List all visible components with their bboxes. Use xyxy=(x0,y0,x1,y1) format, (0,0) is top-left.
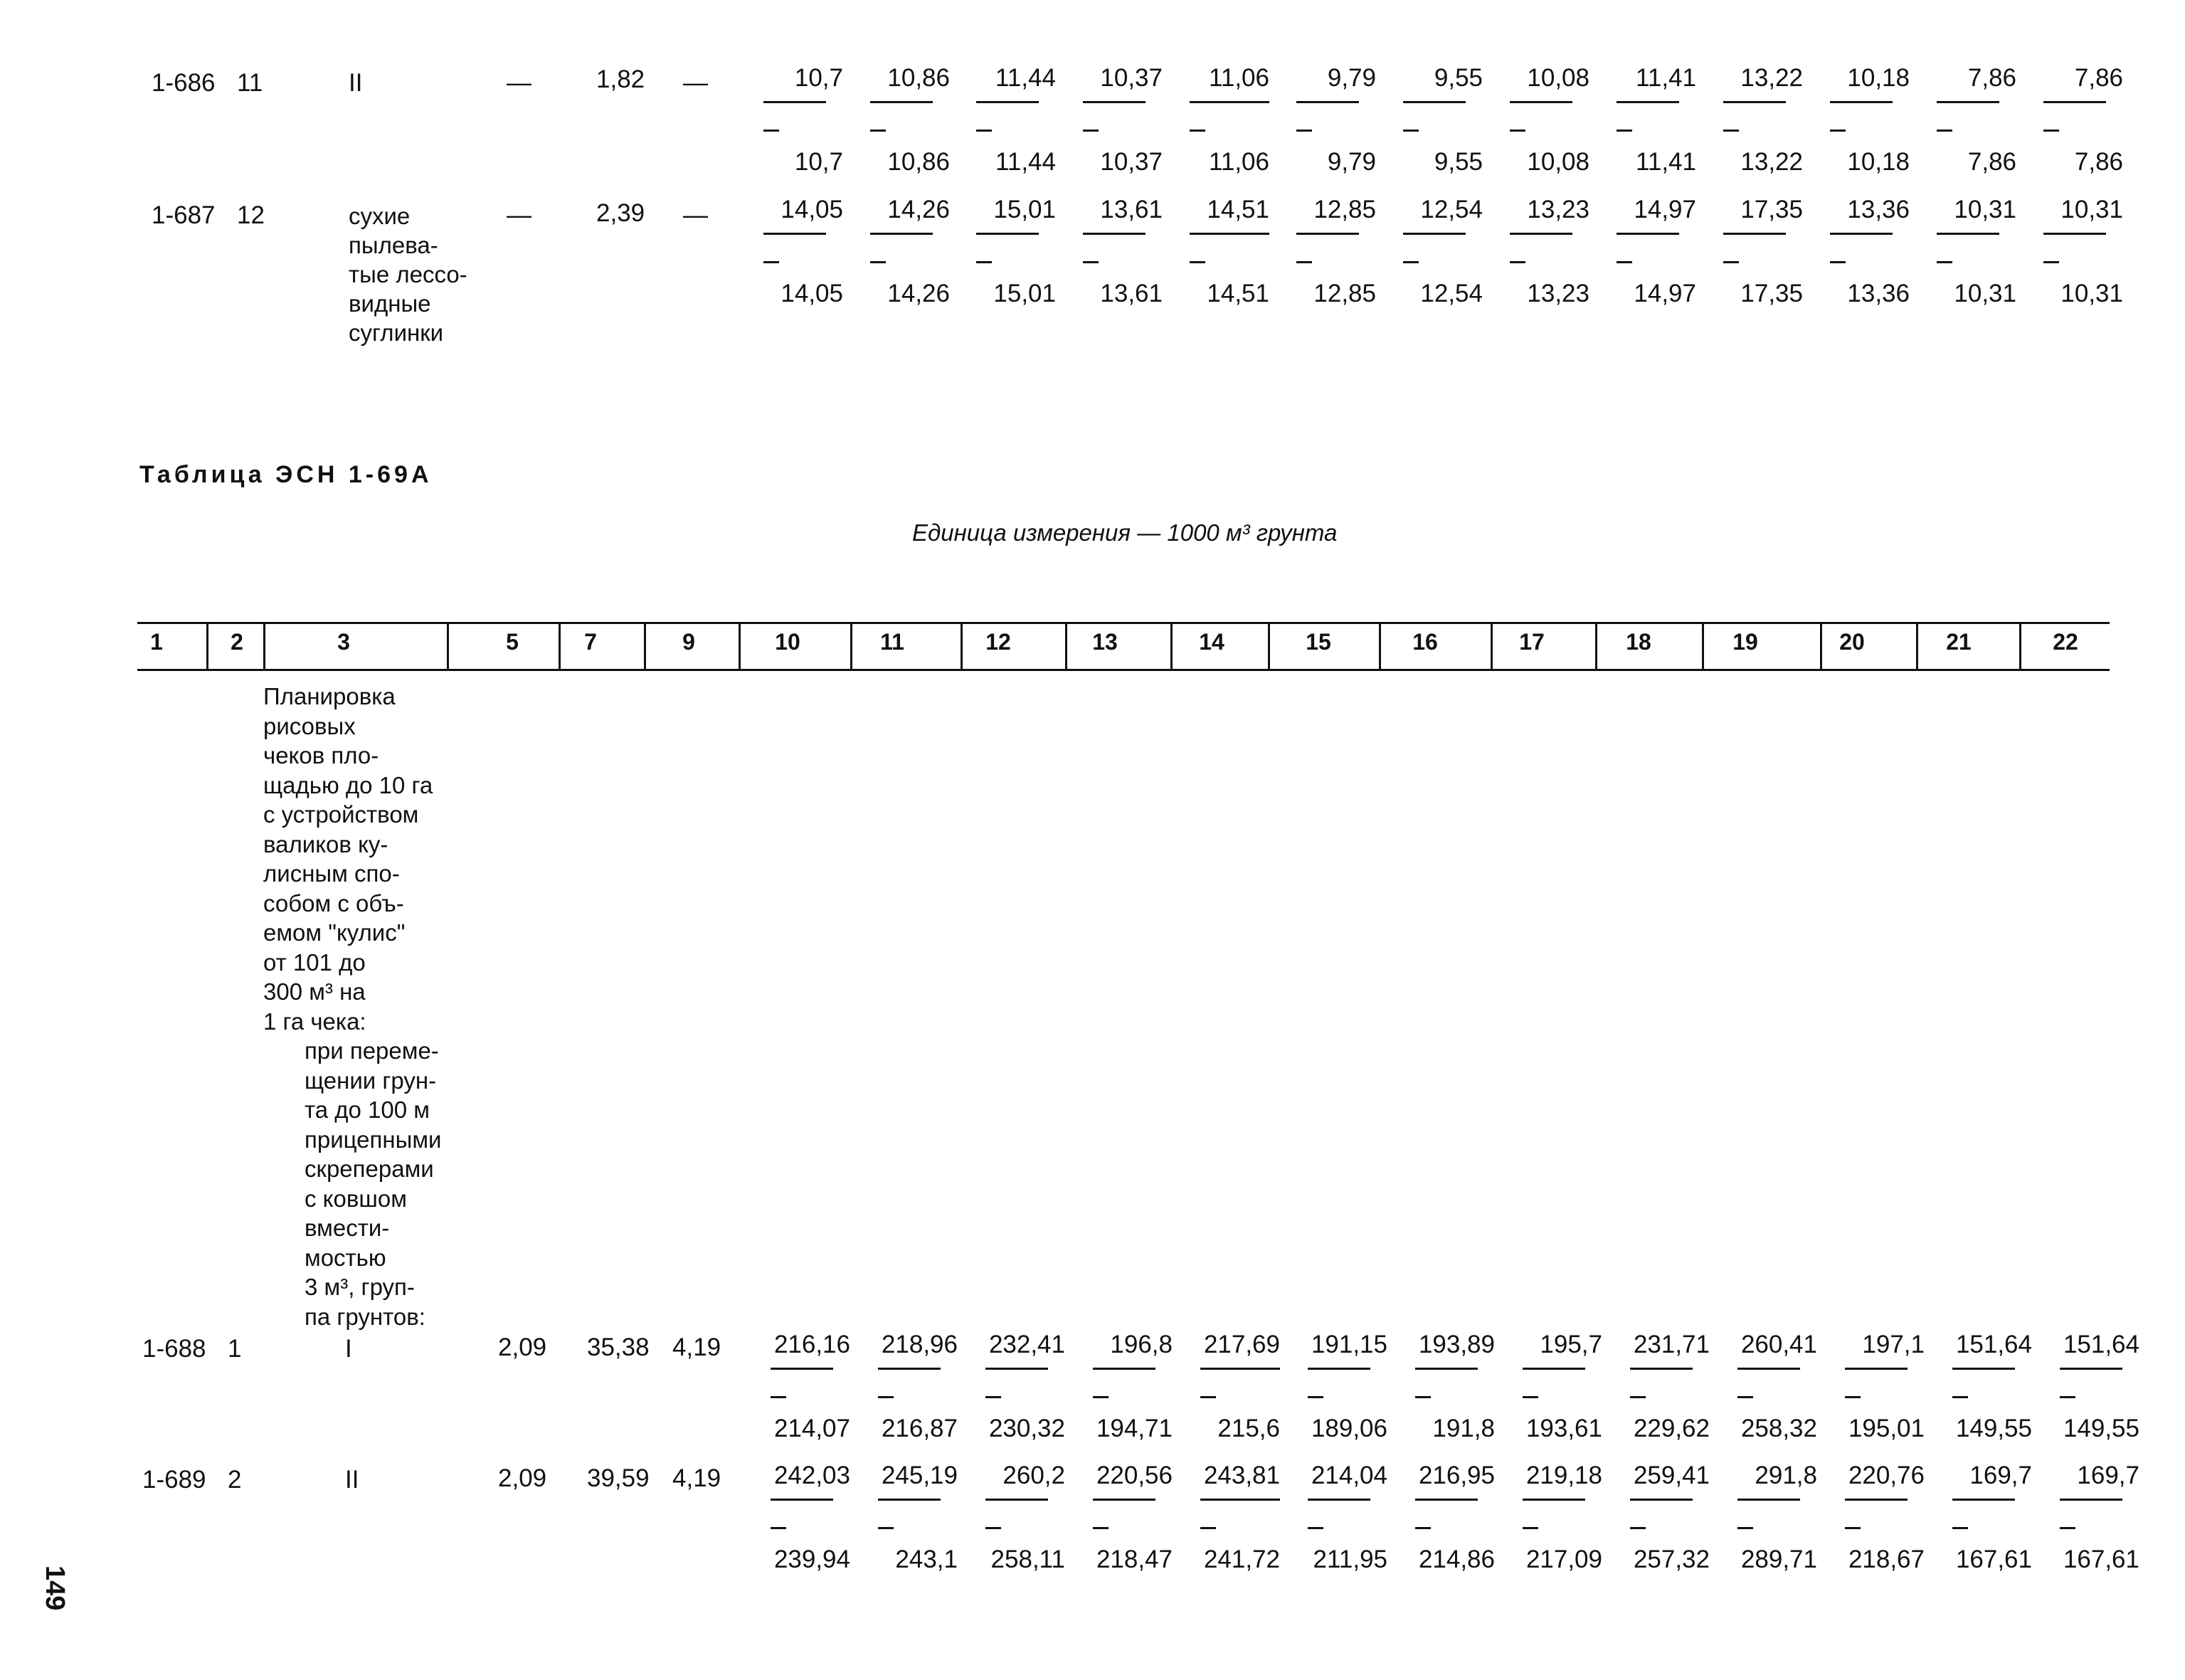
value-upper: 197,1 xyxy=(1862,1331,1925,1358)
value-lower: 14,51 xyxy=(1207,280,1269,307)
header-separator xyxy=(1065,623,1067,669)
description-line: па грунтов: xyxy=(305,1303,425,1330)
cell-c9: 4,19 xyxy=(672,1333,721,1361)
header-separator xyxy=(2019,623,2021,669)
header-cell: 17 xyxy=(1519,629,1545,655)
fraction-line xyxy=(1845,1499,1908,1501)
row-code: 1-686 xyxy=(152,69,216,97)
value-lower: 214,86 xyxy=(1418,1546,1495,1573)
cell-c5: — xyxy=(507,201,531,229)
header-cell: 7 xyxy=(584,629,597,655)
fraction-line xyxy=(1415,1368,1478,1370)
header-separator xyxy=(1379,623,1381,669)
fraction-dash xyxy=(1845,1396,1861,1398)
value-upper: 7,86 xyxy=(2074,64,2123,92)
fraction-dash xyxy=(1737,1527,1753,1529)
fraction-line xyxy=(1523,1499,1585,1501)
row-label: II xyxy=(345,1466,359,1494)
fraction-dash xyxy=(1190,130,1205,132)
header-cell: 22 xyxy=(2053,629,2078,655)
value-upper: 193,89 xyxy=(1418,1331,1495,1358)
value-upper: 151,64 xyxy=(1955,1331,2032,1358)
fraction-line xyxy=(976,233,1039,235)
header-cell: 20 xyxy=(1839,629,1865,655)
value-upper: 220,56 xyxy=(1096,1462,1173,1489)
value-lower: 214,07 xyxy=(773,1415,850,1442)
fraction-dash xyxy=(1190,261,1205,263)
header-cell: 16 xyxy=(1412,629,1438,655)
description-line: 3 м³, груп- xyxy=(305,1274,415,1300)
fraction-dash xyxy=(1510,130,1525,132)
value-upper: 245,19 xyxy=(881,1462,958,1489)
value-lower: 211,95 xyxy=(1313,1546,1387,1573)
value-upper: 169,7 xyxy=(2077,1462,2139,1489)
fraction-line xyxy=(1952,1499,2015,1501)
header-separator xyxy=(1595,623,1597,669)
fraction-line xyxy=(1952,1368,2015,1370)
description-line: Планировка xyxy=(263,683,396,709)
fraction-line xyxy=(1845,1368,1908,1370)
header-cell: 12 xyxy=(985,629,1011,655)
value-upper: 260,41 xyxy=(1740,1331,1817,1358)
header-cell: 9 xyxy=(682,629,695,655)
fraction-dash xyxy=(1723,261,1739,263)
fraction-dash xyxy=(1523,1396,1538,1398)
description-line: щадью до 10 га xyxy=(263,771,433,798)
value-upper: 243,81 xyxy=(1203,1462,1280,1489)
header-separator xyxy=(961,623,963,669)
row-number: 1 xyxy=(228,1335,242,1363)
cell-c9: — xyxy=(683,201,708,229)
value-upper: 260,2 xyxy=(1002,1462,1065,1489)
value-upper: 14,26 xyxy=(887,196,950,223)
value-lower: 7,86 xyxy=(1967,148,2016,176)
value-lower: 189,06 xyxy=(1311,1415,1387,1442)
value-upper: 9,55 xyxy=(1434,64,1483,92)
fraction-line xyxy=(1093,1499,1155,1501)
header-top-line xyxy=(137,622,2110,624)
fraction-dash xyxy=(985,1527,1001,1529)
value-lower: 10,86 xyxy=(887,148,950,176)
value-lower: 13,61 xyxy=(1100,280,1163,307)
fraction-line xyxy=(771,1499,833,1501)
fraction-dash xyxy=(1083,130,1099,132)
fraction-dash xyxy=(771,1396,786,1398)
value-upper: 220,76 xyxy=(1848,1462,1925,1489)
fraction-line xyxy=(763,233,826,235)
value-upper: 12,85 xyxy=(1313,196,1376,223)
description-line: 300 м³ на xyxy=(263,978,366,1005)
fraction-line xyxy=(763,101,826,103)
fraction-dash xyxy=(763,130,779,132)
fraction-line xyxy=(1200,1499,1280,1501)
cell-c7: 2,39 xyxy=(596,199,645,227)
row-number: 11 xyxy=(237,69,263,97)
fraction-line xyxy=(1296,101,1359,103)
value-lower: 167,61 xyxy=(2063,1546,2139,1573)
row-label: I xyxy=(345,1335,352,1363)
fraction-dash xyxy=(1415,1396,1431,1398)
header-cell: 18 xyxy=(1626,629,1651,655)
fraction-line xyxy=(1296,233,1359,235)
value-upper: 11,41 xyxy=(1636,64,1696,92)
value-lower: 12,85 xyxy=(1313,280,1376,307)
row-number: 12 xyxy=(237,201,265,229)
fraction-line xyxy=(1190,101,1269,103)
fraction-line xyxy=(1830,233,1893,235)
value-lower: 10,7 xyxy=(794,148,843,176)
unit-caption: Единица измерения — 1000 м³ грунта xyxy=(912,519,1338,546)
description-line: чеков пло- xyxy=(263,742,379,768)
value-upper: 232,41 xyxy=(988,1331,1065,1358)
header-cell: 1 xyxy=(150,629,163,655)
value-lower: 10,31 xyxy=(1954,280,2016,307)
fraction-dash xyxy=(1308,1396,1323,1398)
fraction-line xyxy=(985,1499,1048,1501)
value-upper: 291,8 xyxy=(1755,1462,1817,1489)
value-lower: 7,86 xyxy=(2074,148,2123,176)
cell-c7: 39,59 xyxy=(587,1464,650,1492)
header-separator xyxy=(1820,623,1822,669)
value-upper: 10,31 xyxy=(1954,196,2016,223)
header-cell: 15 xyxy=(1306,629,1331,655)
value-lower: 241,72 xyxy=(1203,1546,1280,1573)
header-cell: 13 xyxy=(1092,629,1118,655)
description-line: прицепными xyxy=(305,1126,442,1153)
value-upper: 12,54 xyxy=(1420,196,1483,223)
value-lower: 193,61 xyxy=(1525,1415,1602,1442)
fraction-line xyxy=(1630,1368,1693,1370)
value-upper: 10,31 xyxy=(2060,196,2123,223)
value-lower: 10,31 xyxy=(2060,280,2123,307)
description-line: рисовых xyxy=(263,712,356,739)
fraction-dash xyxy=(878,1527,894,1529)
value-upper: 151,64 xyxy=(2063,1331,2139,1358)
fraction-dash xyxy=(1403,130,1419,132)
fraction-dash xyxy=(1296,130,1312,132)
fraction-dash xyxy=(1830,130,1846,132)
fraction-dash xyxy=(1523,1527,1538,1529)
value-lower: 9,55 xyxy=(1434,148,1483,176)
header-cell: 2 xyxy=(231,629,243,655)
fraction-dash xyxy=(1083,261,1099,263)
fraction-line xyxy=(1630,1499,1693,1501)
value-upper: 242,03 xyxy=(773,1462,850,1489)
fraction-dash xyxy=(1937,261,1952,263)
description-line: от 101 до xyxy=(263,949,366,976)
fraction-line xyxy=(1723,233,1786,235)
fraction-dash xyxy=(1937,130,1952,132)
fraction-line xyxy=(1723,101,1786,103)
fraction-line xyxy=(1737,1368,1800,1370)
fraction-line xyxy=(1083,101,1146,103)
value-lower: 167,61 xyxy=(1955,1546,2032,1573)
value-lower: 257,32 xyxy=(1633,1546,1710,1573)
fraction-line xyxy=(1523,1368,1585,1370)
header-cell: 11 xyxy=(880,629,904,655)
fraction-dash xyxy=(1510,261,1525,263)
value-lower: 258,11 xyxy=(990,1546,1065,1573)
value-lower: 13,22 xyxy=(1740,148,1803,176)
fraction-dash xyxy=(1952,1396,1968,1398)
header-separator xyxy=(263,623,265,669)
fraction-line xyxy=(1415,1499,1478,1501)
value-lower: 11,06 xyxy=(1209,148,1269,176)
fraction-line xyxy=(1510,233,1572,235)
value-lower: 13,23 xyxy=(1527,280,1589,307)
fraction-line xyxy=(2060,1368,2122,1370)
fraction-dash xyxy=(1617,130,1632,132)
description-line: при переме- xyxy=(305,1037,439,1064)
value-lower: 289,71 xyxy=(1740,1546,1817,1573)
description-line: 1 га чека: xyxy=(263,1008,366,1035)
value-lower: 10,18 xyxy=(1847,148,1910,176)
fraction-dash xyxy=(1403,261,1419,263)
fraction-dash xyxy=(1845,1527,1861,1529)
description-line: с ковшом xyxy=(305,1185,407,1212)
row-code: 1-688 xyxy=(142,1335,206,1363)
fraction-line xyxy=(985,1368,1048,1370)
header-separator xyxy=(644,623,646,669)
value-lower: 11,41 xyxy=(1636,148,1696,176)
value-lower: 218,67 xyxy=(1848,1546,1925,1573)
cell-c7: 1,82 xyxy=(596,65,645,93)
row-label: II xyxy=(349,69,363,97)
value-lower: 149,55 xyxy=(2063,1415,2139,1442)
value-lower: 215,6 xyxy=(1217,1415,1280,1442)
value-upper: 10,86 xyxy=(887,64,950,92)
fraction-line xyxy=(1200,1368,1280,1370)
cell-c9: 4,19 xyxy=(672,1464,721,1492)
fraction-dash xyxy=(878,1396,894,1398)
cell-c5: 2,09 xyxy=(498,1464,547,1492)
value-upper: 218,96 xyxy=(881,1331,958,1358)
header-separator xyxy=(1491,623,1493,669)
value-upper: 10,18 xyxy=(1847,64,1910,92)
fraction-dash xyxy=(1296,261,1312,263)
fraction-dash xyxy=(1737,1396,1753,1398)
description-line: та до 100 м xyxy=(305,1097,430,1123)
description-line: собом с объ- xyxy=(263,889,404,916)
value-upper: 17,35 xyxy=(1740,196,1803,223)
value-upper: 169,7 xyxy=(1969,1462,2032,1489)
header-separator xyxy=(559,623,561,669)
fraction-line xyxy=(1093,1368,1155,1370)
value-lower: 13,36 xyxy=(1847,280,1910,307)
fraction-line xyxy=(1083,233,1146,235)
value-lower: 15,01 xyxy=(993,280,1056,307)
value-upper: 259,41 xyxy=(1633,1462,1710,1489)
value-upper: 216,95 xyxy=(1418,1462,1495,1489)
row-code: 1-687 xyxy=(152,201,216,229)
row-code: 1-689 xyxy=(142,1466,206,1494)
value-lower: 9,79 xyxy=(1327,148,1376,176)
value-upper: 14,05 xyxy=(781,196,843,223)
value-lower: 11,44 xyxy=(995,148,1056,176)
value-lower: 218,47 xyxy=(1096,1546,1173,1573)
fraction-dash xyxy=(1723,130,1739,132)
header-separator xyxy=(739,623,741,669)
value-upper: 13,61 xyxy=(1100,196,1163,223)
fraction-line xyxy=(2043,233,2106,235)
header-cell: 5 xyxy=(506,629,519,655)
header-cell: 21 xyxy=(1946,629,1972,655)
value-upper: 196,8 xyxy=(1110,1331,1173,1358)
fraction-dash xyxy=(1200,1527,1216,1529)
table-title: Таблица ЭСН 1-69А xyxy=(139,461,433,488)
fraction-line xyxy=(1937,101,1999,103)
fraction-dash xyxy=(1200,1396,1216,1398)
fraction-dash xyxy=(771,1527,786,1529)
description-line: скреперами xyxy=(305,1156,434,1182)
value-lower: 239,94 xyxy=(773,1546,850,1573)
header-bottom-line xyxy=(137,669,2110,671)
value-upper: 7,86 xyxy=(1967,64,2016,92)
fraction-line xyxy=(1617,101,1679,103)
value-lower: 17,35 xyxy=(1740,280,1803,307)
value-lower: 14,97 xyxy=(1634,280,1696,307)
value-upper: 217,69 xyxy=(1203,1331,1280,1358)
description-line: валиков ку- xyxy=(263,830,388,857)
value-lower: 230,32 xyxy=(988,1415,1065,1442)
value-lower: 194,71 xyxy=(1096,1415,1173,1442)
fraction-dash xyxy=(1093,1527,1109,1529)
header-separator xyxy=(206,623,208,669)
value-lower: 10,37 xyxy=(1100,148,1163,176)
fraction-dash xyxy=(1415,1527,1431,1529)
description-line: с устройством xyxy=(263,801,419,828)
description-line: лисным спо- xyxy=(263,860,400,887)
fraction-line xyxy=(870,101,933,103)
row-label: сухие пылева- тые лессо- видные суглинки xyxy=(349,203,467,346)
fraction-line xyxy=(878,1368,941,1370)
fraction-dash xyxy=(2043,261,2059,263)
fraction-dash xyxy=(763,261,779,263)
fraction-line xyxy=(1403,101,1466,103)
value-upper: 13,36 xyxy=(1847,196,1910,223)
value-lower: 195,01 xyxy=(1848,1415,1925,1442)
fraction-dash xyxy=(1830,261,1846,263)
fraction-line xyxy=(870,233,933,235)
fraction-line xyxy=(1830,101,1893,103)
fraction-line xyxy=(1937,233,1999,235)
fraction-dash xyxy=(1630,1396,1646,1398)
value-lower: 12,54 xyxy=(1420,280,1483,307)
fraction-line xyxy=(1737,1499,1800,1501)
value-upper: 11,44 xyxy=(995,64,1056,92)
work-description xyxy=(263,682,441,1331)
header-separator xyxy=(1702,623,1704,669)
value-lower: 149,55 xyxy=(1955,1415,2032,1442)
fraction-line xyxy=(1190,233,1269,235)
fraction-dash xyxy=(870,130,886,132)
fraction-line xyxy=(878,1499,941,1501)
fraction-dash xyxy=(1952,1527,1968,1529)
value-lower: 258,32 xyxy=(1740,1415,1817,1442)
fraction-dash xyxy=(2043,130,2059,132)
header-separator xyxy=(850,623,852,669)
value-upper: 11,06 xyxy=(1209,64,1269,92)
fraction-line xyxy=(976,101,1039,103)
value-upper: 10,7 xyxy=(794,64,843,92)
value-upper: 219,18 xyxy=(1525,1462,1602,1489)
description-line: мостью xyxy=(305,1244,386,1271)
value-lower: 216,87 xyxy=(881,1415,958,1442)
header-cell: 14 xyxy=(1199,629,1224,655)
fraction-line xyxy=(2043,101,2106,103)
fraction-dash xyxy=(870,261,886,263)
value-lower: 229,62 xyxy=(1633,1415,1710,1442)
fraction-line xyxy=(1308,1499,1370,1501)
value-upper: 14,97 xyxy=(1634,196,1696,223)
cell-c9: — xyxy=(683,69,708,97)
value-upper: 14,51 xyxy=(1207,196,1269,223)
description-line: емом "кулис" xyxy=(263,919,406,946)
value-upper: 214,04 xyxy=(1311,1462,1387,1489)
header-separator xyxy=(1170,623,1173,669)
fraction-dash xyxy=(1308,1527,1323,1529)
fraction-dash xyxy=(1617,261,1632,263)
fraction-dash xyxy=(1630,1527,1646,1529)
header-cell: 3 xyxy=(337,629,350,655)
fraction-dash xyxy=(2060,1527,2075,1529)
cell-c7: 35,38 xyxy=(587,1333,650,1361)
value-upper: 13,23 xyxy=(1527,196,1589,223)
value-upper: 10,08 xyxy=(1527,64,1589,92)
page-number: 149 xyxy=(40,1565,70,1611)
header-separator xyxy=(1268,623,1270,669)
value-upper: 231,71 xyxy=(1633,1331,1710,1358)
fraction-dash xyxy=(985,1396,1001,1398)
header-cell: 19 xyxy=(1732,629,1758,655)
value-upper: 13,22 xyxy=(1740,64,1803,92)
value-upper: 195,7 xyxy=(1540,1331,1602,1358)
fraction-dash xyxy=(1093,1396,1109,1398)
fraction-line xyxy=(1510,101,1572,103)
value-lower: 10,08 xyxy=(1527,148,1589,176)
value-lower: 14,26 xyxy=(887,280,950,307)
value-lower: 217,09 xyxy=(1525,1546,1602,1573)
row-number: 2 xyxy=(228,1466,242,1494)
value-upper: 191,15 xyxy=(1311,1331,1387,1358)
fraction-line xyxy=(771,1368,833,1370)
header-cell: 10 xyxy=(775,629,800,655)
value-lower: 14,05 xyxy=(781,280,843,307)
description-line: вмести- xyxy=(305,1215,390,1241)
fraction-line xyxy=(1617,233,1679,235)
description-line: щении грун- xyxy=(305,1067,437,1094)
fraction-line xyxy=(1403,233,1466,235)
value-lower: 191,8 xyxy=(1432,1415,1495,1442)
value-lower: 243,1 xyxy=(895,1546,958,1573)
fraction-dash xyxy=(976,130,992,132)
fraction-line xyxy=(1308,1368,1370,1370)
cell-c5: — xyxy=(507,69,531,97)
fraction-line xyxy=(2060,1499,2122,1501)
value-upper: 10,37 xyxy=(1100,64,1163,92)
header-separator xyxy=(447,623,449,669)
value-upper: 216,16 xyxy=(773,1331,850,1358)
fraction-dash xyxy=(2060,1396,2075,1398)
cell-c5: 2,09 xyxy=(498,1333,547,1361)
fraction-dash xyxy=(976,261,992,263)
header-separator xyxy=(1916,623,1918,669)
value-upper: 9,79 xyxy=(1327,64,1376,92)
value-upper: 15,01 xyxy=(993,196,1056,223)
